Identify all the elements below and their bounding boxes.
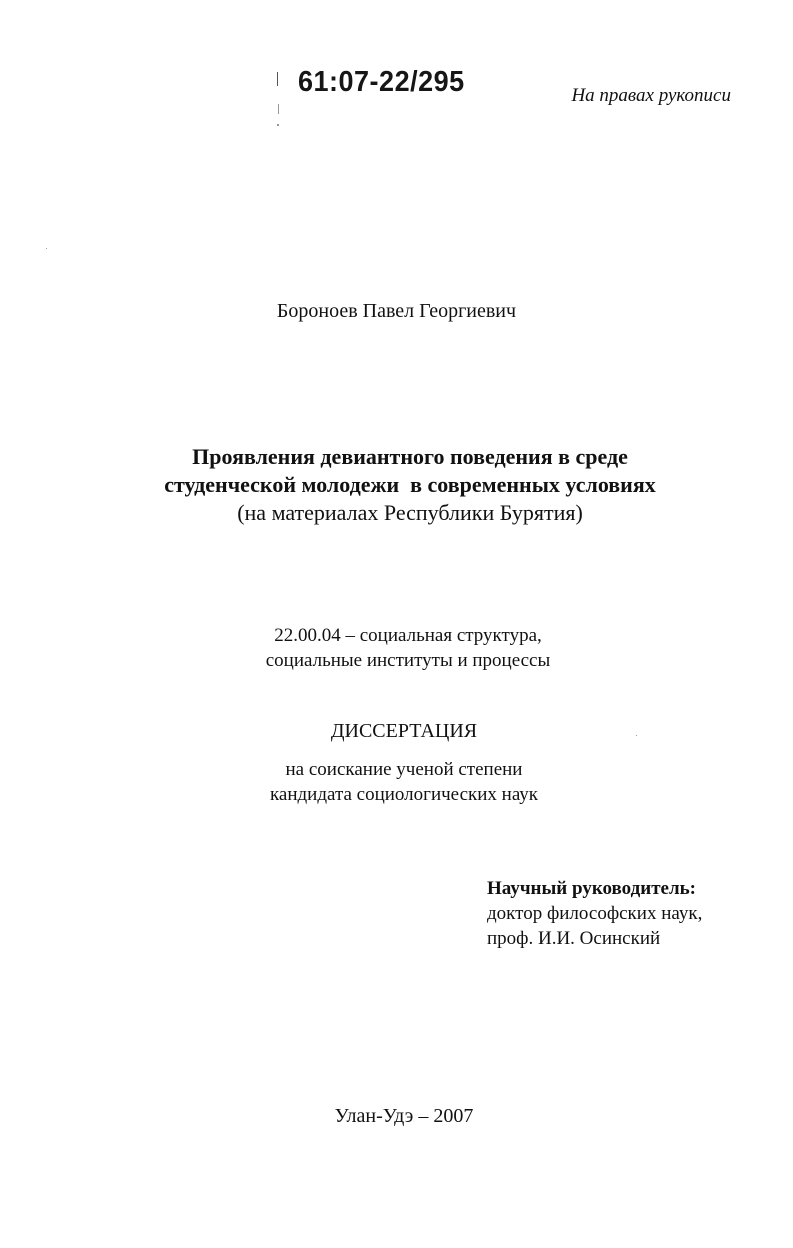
scan-mark — [277, 72, 278, 86]
manuscript-rights-note: На правах рукописи — [571, 85, 731, 106]
specialty-line-1: 22.00.04 – социальная структура, — [274, 625, 542, 646]
scan-mark — [278, 104, 279, 114]
supervisor-degree: доктор философских наук, — [487, 903, 703, 924]
archive-stamp-code: 61:07-22/295 — [298, 66, 465, 98]
author-name: Бороноев Павел Георгиевич — [276, 300, 517, 322]
scan-speck — [46, 248, 47, 249]
title-subtitle: (на материалах Республики Бурятия) — [237, 500, 583, 525]
specialty-code — [0, 623, 793, 673]
dissertation-title — [0, 443, 793, 527]
supervisor-name: проф. И.И. Осинский — [487, 928, 661, 949]
work-type-label: ДИССЕРТАЦИЯ — [330, 720, 478, 742]
supervisor-heading: Научный руководитель: — [487, 878, 696, 899]
degree-sought — [0, 757, 793, 807]
city-year: Улан-Удэ – 2007 — [334, 1105, 474, 1127]
degree-line-1: на соискание ученой степени — [285, 759, 523, 780]
supervisor-block — [487, 876, 702, 951]
scan-speck — [277, 124, 279, 126]
degree-line-2: кандидата социологических наук — [269, 784, 539, 805]
title-line-1: Проявления девиантного поведения в среде — [192, 444, 628, 469]
title-line-2: студенческой молодежи в современных условиях — [164, 472, 656, 497]
specialty-line-2: социальные институты и процессы — [265, 650, 551, 671]
